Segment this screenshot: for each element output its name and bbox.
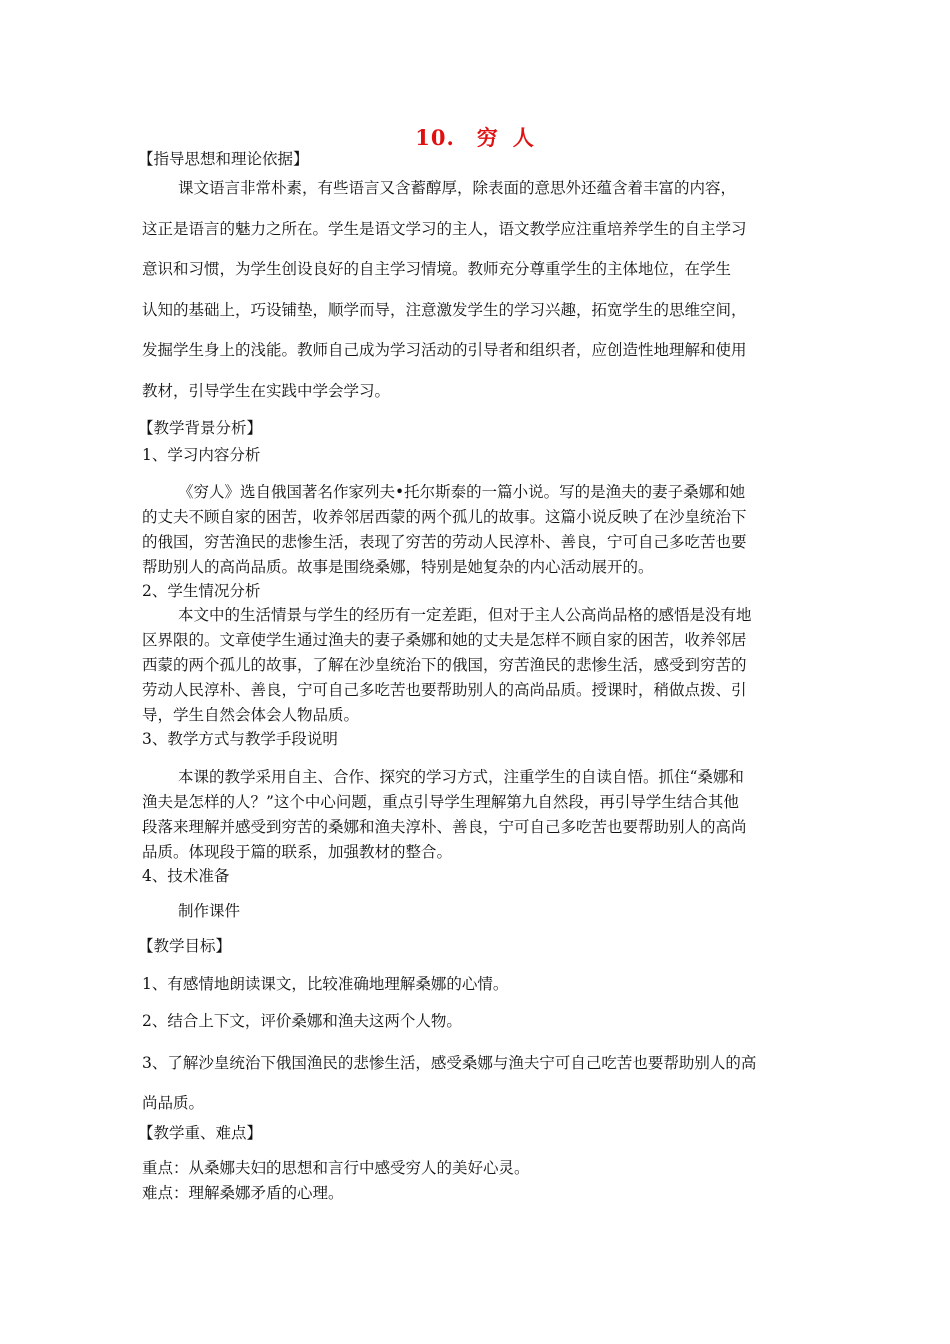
paragraph-line: 的俄国，穷苦渔民的悲惨生活，表现了穷苦的劳动人民淳朴、善良，宁可自己多吃苦也要 [142, 533, 747, 551]
goal-item-1: 1、有感情地朗读课文，比较准确地理解桑娜的心情。 [142, 975, 509, 993]
paragraph-line: 区界限的。文章使学生通过渔夫的妻子桑娜和她的丈夫是怎样不顾自家的困苦，收养邻居 [142, 631, 747, 649]
subheading-content-analysis: 1、学习内容分析 [142, 446, 261, 464]
content-analysis-paragraph [142, 480, 808, 580]
paragraph-line: 西蒙的两个孤儿的故事，了解在沙皇统治下的俄国，穷苦渔民的悲惨生活，感受到穷苦的 [142, 656, 747, 674]
title-char-2: 人 [512, 125, 535, 150]
goal-item-3 [142, 1043, 808, 1123]
paragraph-line: 课文语言非常朴素，有些语言又含蓄醇厚，除表面的意思外还蕴含着丰富的内容， [178, 179, 737, 197]
heading-teaching-goals: 【教学目标】 [138, 937, 232, 955]
title-char-1: 穷 [476, 125, 499, 150]
paragraph-line: 教材，引导学生在实践中学会学习。 [142, 381, 391, 400]
paragraph-line: 《穷人》选自俄国著名作家列夫•托尔斯泰的一篇小说。写的是渔夫的妻子桑娜和她 [178, 483, 746, 501]
paragraph-line: 劳动人民淳朴、善良，宁可自己多吃苦也要帮助别人的高尚品质。授课时，稍做点拨、引 [142, 681, 747, 699]
paragraph-line: 这正是语言的魅力之所在。学生是语文学习的主人，语文教学应注重培养学生的自主学习 [142, 219, 747, 238]
paragraph-line: 3、了解沙皇统治下俄国渔民的悲惨生活，感受桑娜与渔夫宁可自己吃苦也要帮助别人的高 [142, 1054, 757, 1072]
guiding-ideas-paragraph [142, 168, 808, 411]
paragraph-line: 认知的基础上，巧设铺垫，顺学而导，注意激发学生的学习兴趣，拓宽学生的思维空间， [142, 300, 747, 319]
heading-background-analysis: 【教学背景分析】 [138, 419, 263, 437]
paragraph-line: 段落来理解并感受到穷苦的桑娜和渔夫淳朴、善良，宁可自己多吃苦也要帮助别人的高尚 [142, 818, 747, 836]
paragraph-line: 品质。体现段于篇的联系，加强教材的整合。 [142, 843, 453, 861]
heading-guiding-ideas: 【指导思想和理论依据】 [138, 150, 309, 168]
paragraph-line: 帮助别人的高尚品质。故事是围绕桑娜，特别是她复杂的内心活动展开的。 [142, 558, 654, 576]
paragraph-line: 尚品质。 [142, 1094, 205, 1112]
title-number: 10. [415, 125, 455, 150]
paragraph-line: 渔夫是怎样的人？”这个中心问题，重点引导学生理解第九自然段，再引导学生结合其他 [142, 793, 739, 811]
subheading-tech-preparation: 4、技术准备 [142, 867, 230, 885]
paragraph-line: 本课的教学采用自主、合作、探究的学习方式，注重学生的自读自悟。抓住“桑娜和 [178, 768, 744, 786]
paragraph-line: 发掘学生身上的浅能。教师自己成为学习活动的引导者和组织者，应创造性地理解和使用 [142, 341, 747, 359]
difficult-point: 难点：理解桑娜矛盾的心理。 [142, 1184, 344, 1202]
key-point: 重点：从桑娜夫妇的思想和言行中感受穷人的美好心灵。 [142, 1159, 530, 1177]
tech-preparation-text [142, 899, 808, 921]
teaching-methods-paragraph [142, 765, 808, 865]
subheading-teaching-methods: 3、教学方式与教学手段说明 [142, 730, 338, 748]
subheading-student-analysis: 2、学生情况分析 [142, 582, 261, 600]
paragraph-line: 本文中的生活情景与学生的经历有一定差距，但对于主人公高尚品格的感悟是没有地 [178, 606, 752, 624]
paragraph-line: 的丈夫不顾自家的困苦，收养邻居西蒙的两个孤儿的故事。这篇小说反映了在沙皇统治下 [142, 508, 747, 526]
goal-item-2: 2、结合上下文，评价桑娜和渔夫这两个人物。 [142, 1012, 462, 1030]
paragraph-line: 制作课件 [178, 902, 241, 920]
paragraph-line: 导，学生自然会体会人物品质。 [142, 706, 360, 724]
paragraph-line: 意识和习惯，为学生创设良好的自主学习情境。教师充分尊重学生的主体地位，在学生 [142, 260, 732, 278]
heading-key-difficult-points: 【教学重、难点】 [138, 1124, 263, 1142]
student-analysis-paragraph [142, 603, 808, 728]
